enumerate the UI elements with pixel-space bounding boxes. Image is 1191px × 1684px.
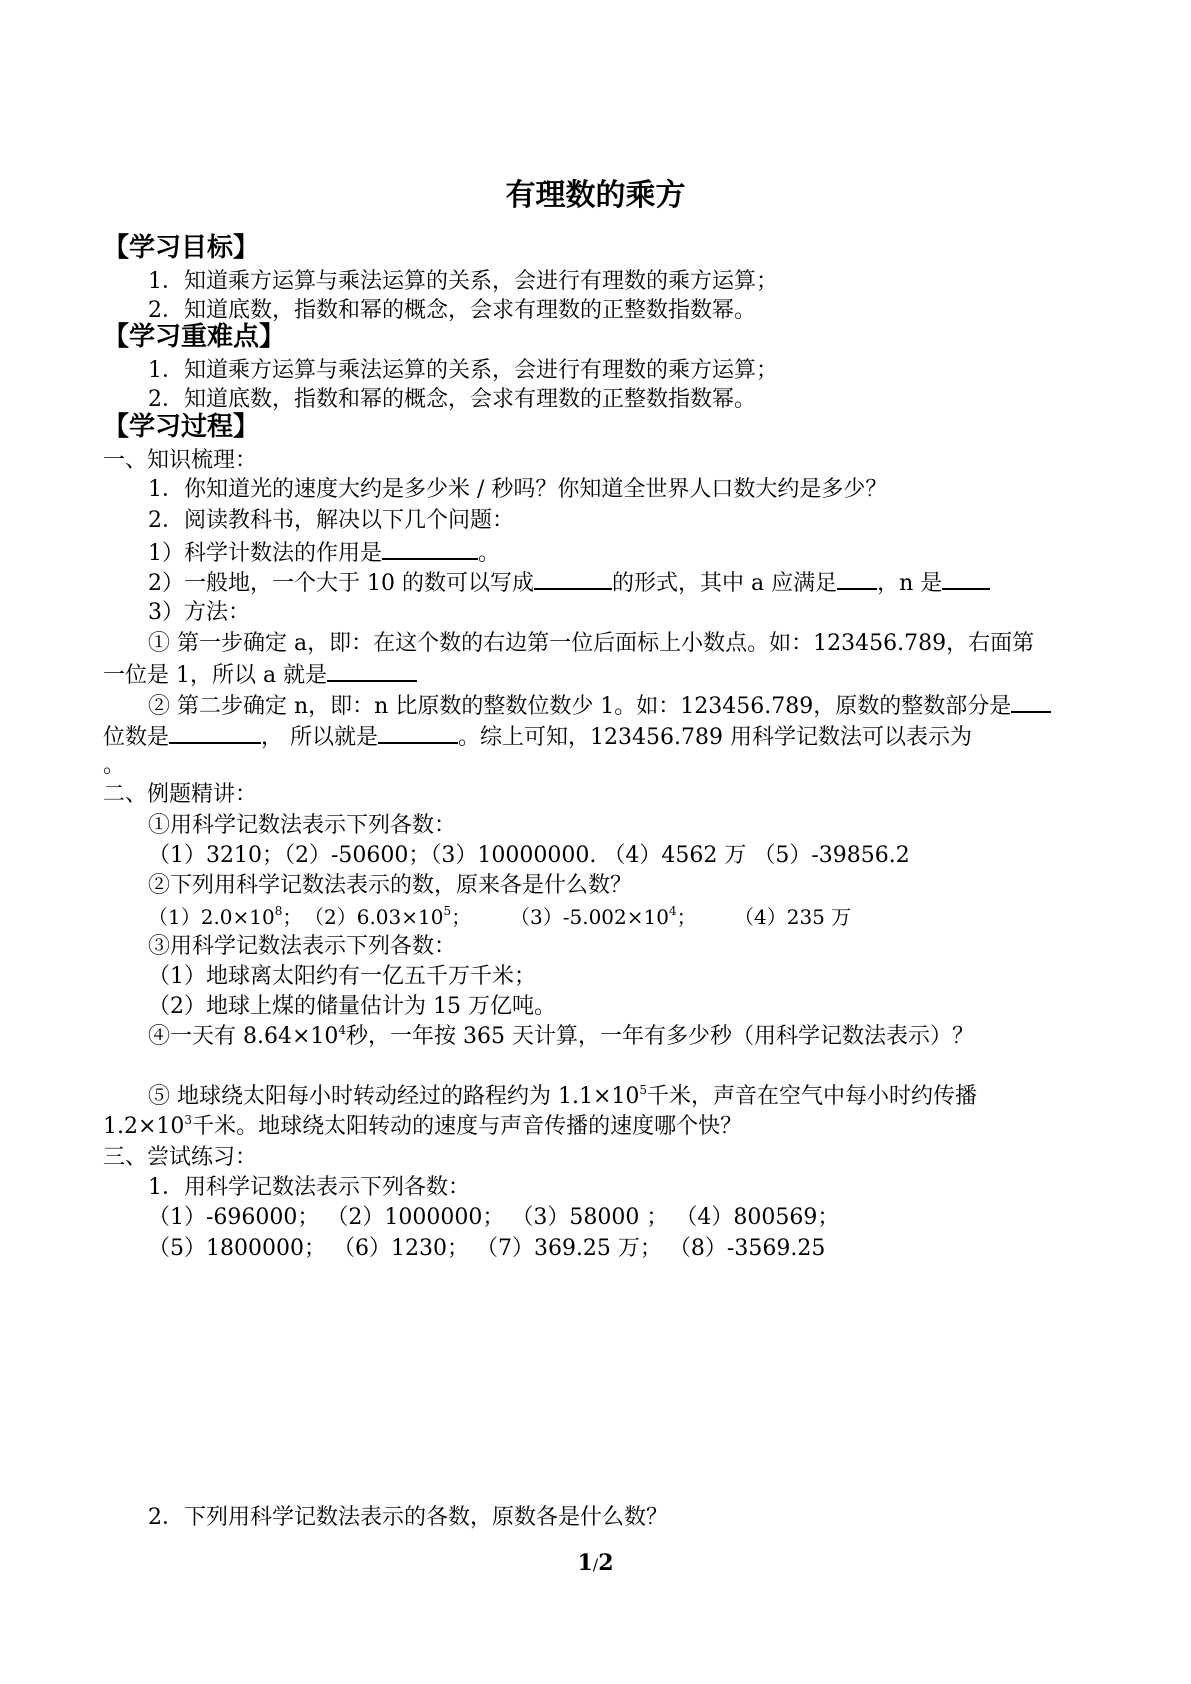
section-heading-goals: 【学习目标】 [103, 233, 260, 263]
example-2: ②下列用科学记数法表示的数，原来各是什么数？ [148, 873, 633, 898]
answer-blank [169, 720, 261, 744]
goal-item: 1．知道乘方运算与乘法运算的关系，会进行有理数的乘方运算； [148, 269, 778, 294]
example-5-line2: $1.2\times 10^3$千米。地球绕太阳转动的速度与声音传播的速度哪个快？ [103, 1113, 743, 1139]
example-2-item-4: （4）235 万 [734, 905, 852, 929]
answer-blank [382, 536, 478, 560]
answer-blank [378, 720, 458, 744]
answer-blank [837, 566, 877, 590]
question-2: 2．阅读教科书，解决以下几个问题： [148, 508, 514, 533]
example-2-item-2: $(2)6.03\times 10^5$； [304, 904, 472, 929]
keypoint-item: 2．知道底数，指数和幂的概念，会求有理数的正整数指数幂。 [148, 387, 756, 412]
subsection-title: 三、尝试练习： [103, 1145, 258, 1170]
answer-blank [1011, 689, 1051, 713]
section-heading-process: 【学习过程】 [103, 412, 260, 442]
question-1: 1．你知道光的速度大约是多少米 / 秒吗？你知道全世界人口数大约是多少？ [148, 477, 888, 502]
subsection-title: 一、知识梳理： [103, 448, 258, 473]
sub-question-3: 3）方法： [148, 600, 250, 625]
step2-line3: 。 [103, 753, 126, 778]
keypoint-item: 1．知道乘方运算与乘法运算的关系，会进行有理数的乘方运算； [148, 358, 778, 383]
page-number: 1/2 [577, 1550, 614, 1576]
example-4: ④一天有 $8.64\times 10^4$秒，一年按 365 天计算，一年有多少秒（用科学记数法表示）？ [148, 1023, 975, 1049]
example-3-item-1: （1）地球离太阳约有一亿五千万千米； [148, 964, 536, 989]
step1-line2: 一位是 1，所以 a 就是 [103, 658, 417, 692]
example-1: ①用科学记数法表示下列各数： [148, 813, 457, 838]
sub-question-2: 2）一般地，一个大于 10 的数可以写成 的形式，其中 a 应满足 ，n 是 [148, 566, 990, 600]
step2-line2: 位数是 ， 所以就是 。综上可知，123456.789 用科学记数法可以表示为 [103, 720, 972, 754]
example-3: ③用科学记数法表示下列各数： [148, 934, 457, 959]
answer-blank [942, 566, 990, 590]
practice-2: 2．下列用科学记数法表示的各数，原数各是什么数？ [148, 1505, 668, 1530]
answer-blank [534, 566, 612, 590]
example-3-item-2: （2）地球上煤的储量估计为 15 万亿吨。 [148, 994, 556, 1019]
example-2-item-3: $(3)-5.002\times 10^4$； [510, 904, 697, 929]
section-heading-keypoints: 【学习重难点】 [103, 322, 286, 352]
example-2-item-1: $(1)2.0\times 10^8$； [148, 904, 303, 929]
step1-line1: ① 第一步确定 a，即：在这个数的右边第一位后面标上小数点。如：123456.789，右面第 [148, 631, 1035, 656]
sub-question-1: 1）科学计数法的作用是 。 [148, 536, 500, 570]
subsection-title: 二、例题精讲： [103, 782, 258, 807]
step2-line1: ② 第二步确定 n，即：n 比原数的整数位数少 1。如：123456.789，原数的整数部分是 [148, 689, 1051, 723]
answer-blank [327, 658, 417, 682]
practice-1: 1．用科学记数法表示下列各数： [148, 1175, 470, 1200]
page-title: 有理数的乘方 [505, 178, 686, 213]
practice-1-row2: （5）1800000； （6）1230； （7）369.25 万； （8）-3569.25 [148, 1236, 826, 1261]
practice-1-row1: （1）-696000； （2）1000000； （3）58000 ； （4）800569； [148, 1205, 840, 1230]
example-5-line1: ⑤ 地球绕太阳每小时转动经过的路程约为 $1.1\times 10^5$千米，声音在空气中每小时约传播 [148, 1083, 978, 1109]
goal-item: 2．知道底数，指数和幂的概念，会求有理数的正整数指数幂。 [148, 298, 756, 323]
example-1-items: （1）3210；（2）-50600；（3）10000000. （4）4562 万 （5）-39856.2 [148, 843, 910, 868]
